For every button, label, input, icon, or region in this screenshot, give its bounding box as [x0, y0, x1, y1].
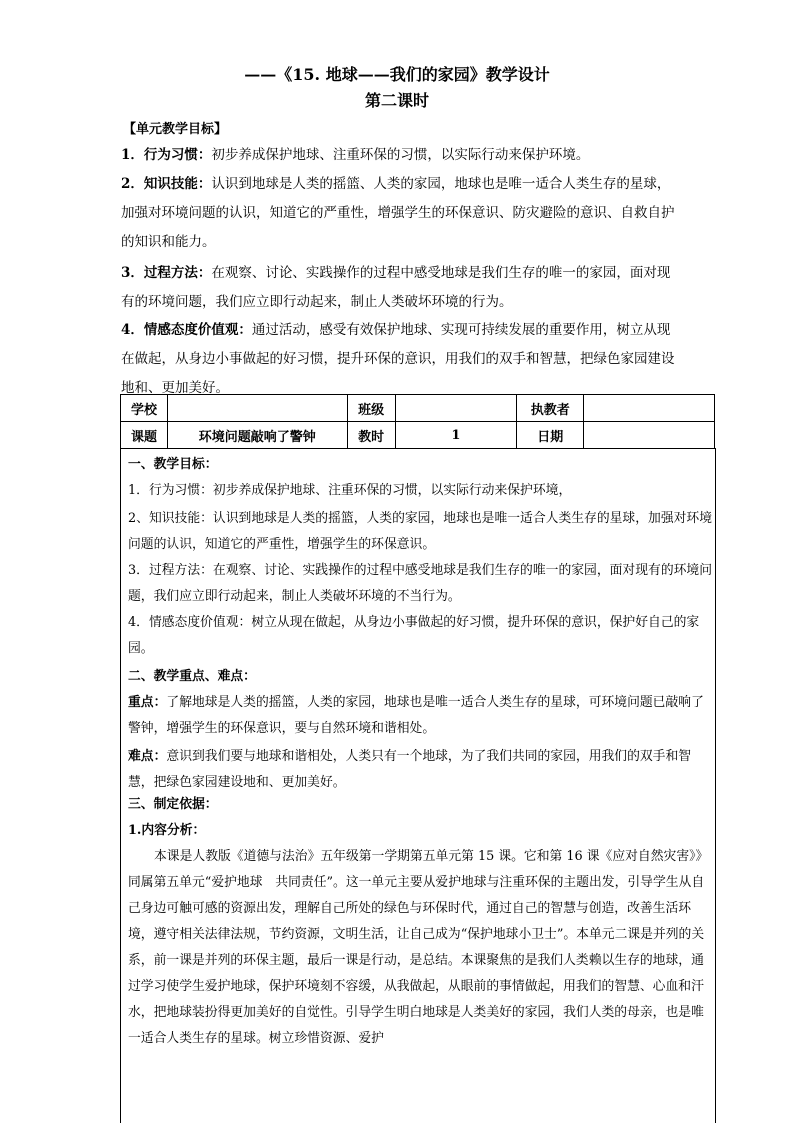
- lesson-goal-2: 2、知识技能：认识到地球是人类的摇篮，人类的家园，地球也是唯一适合人类生存的星球，加强对环境问题的认识，知道它的严重性，增强学生的环保意识。: [128, 511, 713, 552]
- hours-value[interactable]: 1: [395, 422, 517, 449]
- unit-goal-label: 4．情感态度价值观：: [121, 322, 252, 338]
- lesson-info-table: [120, 394, 715, 449]
- date-label: 日期: [517, 422, 584, 449]
- key-point-label: 重点：: [128, 695, 167, 710]
- unit-goal-text: 在观察、讨论、实践操作的过程中感受地球是我们生存的唯一的家园，面对现有的环境问题，我们应立即行动起来，制止人类破坏环境的行为。: [121, 265, 671, 310]
- lesson-goal-1: 1．行为习惯：初步养成保护地球、注重环保的习惯，以实际行动来保护环境，: [128, 483, 572, 498]
- unit-goal-text: 通过活动，感受有效保护地球、实现可持续发展的重要作用，树立从现在做起，从身边小事做起的好习惯，提升环保的意识，用我们的双手和智慧，把绿色家园建设地和、更加美好。: [121, 322, 675, 396]
- content-analysis-text: 本课是人教版《道德与法治》五年级第一学期第五单元第 15 课。它和第 16 课《应对自然灾害》》同属第五单元“爱护地球 共同责任”。这一单元主要从爱护地球与注重环保的主题出发，引导学生从自己身边可触可感的资源出发，理解自己所处的绿色与环保时代，通过自己的智慧与创造，改善生活环境，遵守相关法律法规，节约资源，文明生活，让自己成为“保护地球小卫士”。本单元二课是并列的关系，前一课是并列的环保主题，最后一课是行动，是总结。本课聚焦的是我们人类赖以生存的地球，通过学习使学生爱护地球，保护环境刻不容缓，从我做起，从眼前的事情做起，用我们的智慧、心血和汗水，把地球装扮得更加美好的自觉性。引导学生明白地球是人类美好的家园，我们人类的母亲，也是唯一适合人类生存的星球。树立珍惜资源、爱护: [128, 849, 709, 1046]
- lesson-goal-4: 4．情感态度价值观：树立从现在做起，从身边小事做起的好习惯，提升环保的意识，保护好自己的家园。: [128, 615, 700, 656]
- unit-goal-3: [121, 259, 681, 317]
- topic-value[interactable]: 环境问题敲响了警钟: [167, 422, 347, 449]
- document-title: ——《15. 地球——我们的家园》教学设计: [244, 65, 550, 84]
- difficult-point: [128, 744, 712, 796]
- topic-label: 课题: [121, 422, 168, 449]
- difficult-point-label: 难点：: [128, 749, 167, 764]
- unit-goal-4: [121, 316, 681, 403]
- unit-goal-label: 1．行为习惯：: [121, 147, 212, 163]
- unit-goal-1: [121, 141, 681, 170]
- class-label: 班级: [347, 395, 395, 422]
- unit-goal-label: 3．过程方法：: [121, 265, 212, 281]
- class-value[interactable]: [395, 395, 517, 422]
- unit-goal-text: 认识到地球是人类的摇篮、人类的家园，地球也是唯一适合人类生存的星球，加强对环境问题的认识，知道它的严重性，增强学生的环保意识、防灾避险的意识、自救自护的知识和能力。: [121, 176, 675, 250]
- unit-goals-heading: 【单元教学目标】: [123, 122, 228, 137]
- teacher-label: 执教者: [517, 395, 584, 422]
- lesson-body: [120, 448, 716, 1123]
- table-row: [121, 395, 715, 422]
- basis-heading: 三、制定依据：: [128, 797, 218, 812]
- key-point-text: 了解地球是人类的摇篮，人类的家园，地球也是唯一适合人类生存的星球，可环境问题已敲响了警钟，增强学生的环保意识，要与自然环境和谐相处。: [128, 695, 704, 736]
- table-row: [121, 422, 715, 449]
- content-analysis-heading: 1.内容分析：: [128, 823, 206, 838]
- unit-goal-label: 2．知识技能：: [121, 176, 212, 192]
- difficult-point-text: 意识到我们要与地球和谐相处，人类只有一个地球，为了我们共同的家园，用我们的双手和智慧，把绿色家园建设地和、更加美好。: [128, 749, 692, 790]
- key-point: [128, 690, 712, 742]
- unit-goal-text: 初步养成保护地球、注重环保的习惯，以实际行动来保护环境。: [211, 147, 590, 163]
- goals-heading: 一、教学目标：: [128, 457, 218, 472]
- key-points-heading: 二、教学重点、难点：: [128, 669, 256, 684]
- unit-goal-2: [121, 170, 681, 257]
- lesson-goal-3: 3．过程方法：在观察、讨论、实践操作的过程中感受地球是我们生存的唯一的家园，面对现有的环境问题，我们应立即行动起来，制止人类破坏环境的不当行为。: [128, 563, 713, 604]
- date-value[interactable]: [584, 422, 715, 449]
- hours-label: 教时: [347, 422, 395, 449]
- school-label: 学校: [121, 395, 168, 422]
- teacher-value[interactable]: [584, 395, 715, 422]
- school-value[interactable]: [167, 395, 347, 422]
- document-subtitle: 第二课时: [364, 91, 429, 110]
